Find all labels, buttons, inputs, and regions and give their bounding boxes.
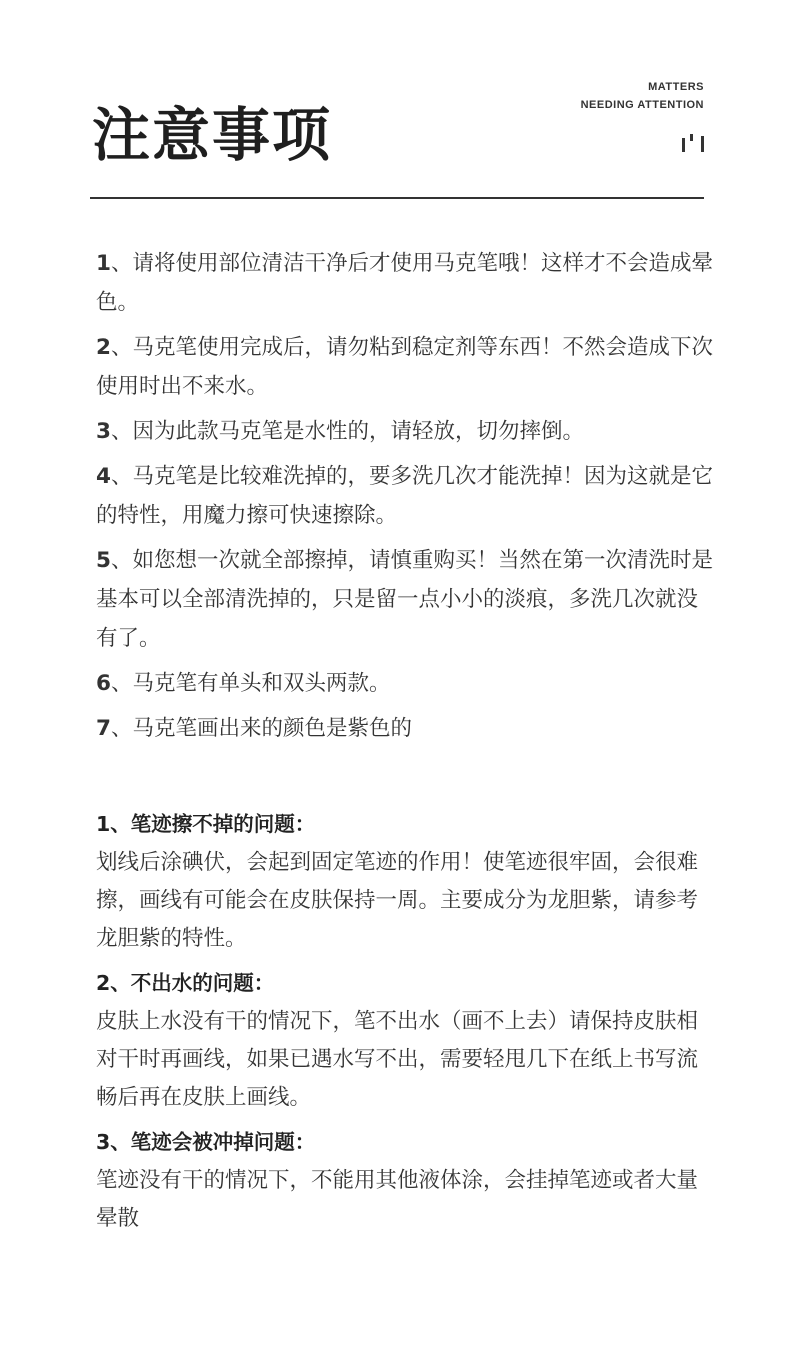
problem-heading: 1、笔迹擦不掉的问题： bbox=[96, 812, 316, 836]
note-separator: 、 bbox=[110, 335, 133, 360]
header-divider bbox=[90, 197, 704, 199]
problem-heading: 3、笔迹会被冲掉问题： bbox=[96, 1130, 316, 1154]
note-separator: 、 bbox=[110, 548, 133, 573]
problem-item bbox=[96, 964, 716, 1117]
note-number: 3 bbox=[96, 419, 111, 444]
note-number: 2 bbox=[96, 335, 111, 360]
subtitle-line-2: NEEDING ATTENTION bbox=[580, 99, 704, 111]
note-text: 请将使用部位清洁干净后才使用马克笔哦！这样才不会造成晕色。 bbox=[96, 251, 713, 315]
page-subtitle bbox=[581, 78, 704, 114]
note-separator: 、 bbox=[110, 464, 133, 489]
problem-item bbox=[96, 805, 716, 958]
page-title: 注意事项 bbox=[92, 101, 333, 169]
problem-heading: 2、不出水的问题： bbox=[96, 971, 275, 995]
note-separator: 、 bbox=[110, 419, 133, 444]
note-text: 因为此款马克笔是水性的，请轻放，切勿摔倒。 bbox=[132, 419, 584, 444]
problems-section bbox=[96, 805, 716, 1244]
note-text: 马克笔是比较难洗掉的，要多洗几次才能洗掉！因为这就是它的特性，用魔力擦可快速擦除。 bbox=[96, 464, 713, 528]
problem-body: 皮肤上水没有干的情况下，笔不出水（画不上去）请保持皮肤相对干时再画线，如果已遇水写不出，需要轻甩几下在纸上书写流畅后再在皮肤上画线。 bbox=[96, 1009, 699, 1110]
problem-item bbox=[96, 1123, 716, 1238]
note-item bbox=[96, 412, 716, 451]
note-text: 马克笔画出来的颜色是紫色的 bbox=[132, 716, 412, 741]
note-item bbox=[96, 244, 716, 322]
note-number: 6 bbox=[96, 671, 111, 696]
tally-mark-icon bbox=[682, 134, 706, 152]
note-number: 4 bbox=[96, 464, 111, 489]
notes-list bbox=[96, 244, 716, 754]
note-text: 马克笔有单头和双头两款。 bbox=[132, 671, 391, 696]
note-number: 1 bbox=[96, 251, 111, 276]
note-item bbox=[96, 457, 716, 535]
note-item bbox=[96, 328, 716, 406]
note-number: 5 bbox=[96, 548, 111, 573]
note-text: 如您想一次就全部擦掉，请慎重购买！当然在第一次清洗时是基本可以全部清洗掉的，只是留一点小小的淡痕，多洗几次就没有了。 bbox=[96, 548, 713, 651]
note-separator: 、 bbox=[110, 716, 133, 741]
problem-body: 划线后涂碘伏，会起到固定笔迹的作用！使笔迹很牢固，会很难擦，画线有可能会在皮肤保持一周。主要成分为龙胆紫，请参考龙胆紫的特性。 bbox=[96, 850, 699, 951]
problem-body: 笔迹没有干的情况下，不能用其他液体涂，会挂掉笔迹或者大量晕散 bbox=[96, 1168, 699, 1231]
note-number: 7 bbox=[96, 716, 111, 741]
note-text: 马克笔使用完成后，请勿粘到稳定剂等东西！不然会造成下次使用时出不来水。 bbox=[96, 335, 713, 399]
note-separator: 、 bbox=[110, 251, 133, 276]
note-item bbox=[96, 709, 716, 748]
note-separator: 、 bbox=[110, 671, 133, 696]
note-item bbox=[96, 664, 716, 703]
note-item bbox=[96, 541, 716, 658]
subtitle-line-1: MATTERS bbox=[648, 81, 704, 93]
